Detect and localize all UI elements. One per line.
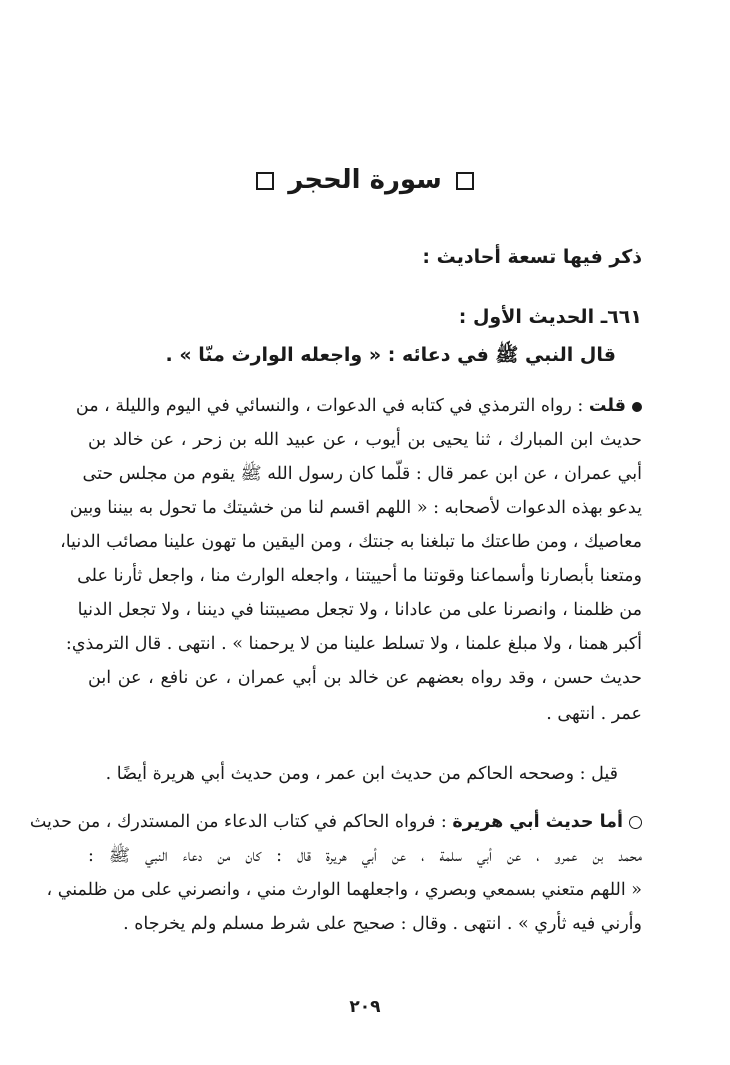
hadith-heading: ٦٦١ـ الحديث الأول : xyxy=(458,306,642,328)
paragraph-line: معاصيك ، ومن طاعتك ما تبلغنا به جنتك ، ومن اليقين ما تهون علينا مصائب الدنيا، xyxy=(60,532,642,552)
title-box-icon xyxy=(456,172,474,190)
paragraph-line: ومتعنا بأبصارنا وأسماعنا وقوتنا ما أحييتنا ، واجعله الوارث منا ، واجعل ثأرنا على xyxy=(77,566,642,586)
paragraph-line: يدعو بهذه الدعوات لأصحابه : « اللهم اقسم لنا من خشيتك ما تحول به بيننا وبين xyxy=(69,498,642,518)
paragraph-line: وأرني فيه ثأري » . انتهى . وقال : صحيح على شرط مسلم ولم يخرجاه . xyxy=(123,914,642,934)
paragraph-line: حديث حسن ، وقد رواه بعضهم عن خالد بن أبي عمران ، عن نافع ، عن ابن xyxy=(88,668,642,688)
abu-hurayra-label: أما حديث أبي هريرة xyxy=(452,812,623,832)
circle-icon xyxy=(629,816,642,829)
paragraph-line: عمر . انتهى . xyxy=(546,704,642,724)
paragraph-line: قيل : وصححه الحاكم من حديث ابن عمر ، ومن حديث أبي هريرة أيضًا . xyxy=(105,764,618,784)
hadith-subheading: قال النبي ﷺ في دعائه : « واجعله الوارث منّا » . xyxy=(165,344,616,366)
paragraph-line: محمد بن عمرو ، عن أبي سلمة ، عن أبي هريرة قال : كان من دعاء النبي ﷺ : xyxy=(88,846,642,866)
paragraph-line: حديث ابن المبارك ، ثنا يحيى بن أيوب ، عن عبيد الله بن زحر ، عن خالد بن xyxy=(88,430,642,450)
surah-title-text: سورة الحجر xyxy=(288,165,442,195)
page-number: ٢٠٩ xyxy=(349,997,381,1017)
paragraph-line: « اللهم متعني بسمعي وبصري ، واجعلهما الوارث مني ، وانصرني على من ظلمني ، xyxy=(46,880,642,900)
qultu-label: قلت xyxy=(588,396,626,416)
paragraph-line: قلت : رواه الترمذي في كتابه في الدعوات ، والنسائي في اليوم والليلة ، من xyxy=(88,398,642,416)
title-box-icon xyxy=(256,172,274,190)
paragraph-line: أما حديث أبي هريرة : فرواه الحاكم في كتاب الدعاء من المستدرك ، من حديث xyxy=(88,814,642,832)
paragraph-line: أكبر همنا ، ولا مبلغ علمنا ، ولا تسلط علينا من لا يرحمنا » . انتهى . قال الترمذي: xyxy=(65,634,642,654)
bullet-icon xyxy=(632,402,642,412)
paragraph-line: من ظلمنا ، وانصرنا على من عادانا ، ولا تجعل مصيبتنا في ديننا ، ولا تجعل الدنيا xyxy=(77,600,642,620)
paragraph-line: أبي عمران ، عن ابن عمر قال : قلّما كان رسول الله ﷺ يقوم من مجلس حتى xyxy=(82,464,642,484)
surah-title xyxy=(0,165,730,195)
intro-heading: ذكر فيها تسعة أحاديث : xyxy=(422,246,642,268)
